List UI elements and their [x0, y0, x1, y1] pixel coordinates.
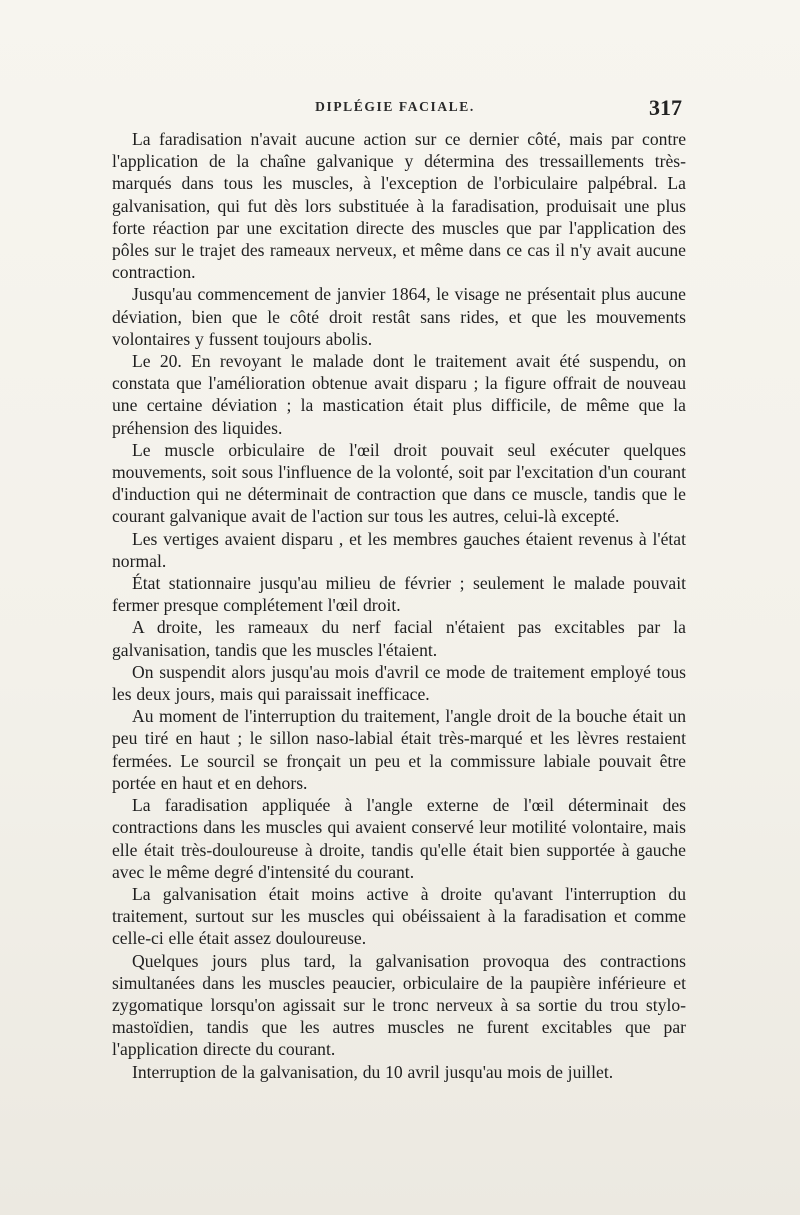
- paragraph: A droite, les rameaux du nerf facial n'étaient pas excitables par la galvanisation, tandis que les muscles l'étaient.: [112, 617, 686, 660]
- paragraph: Les vertiges avaient disparu , et les membres gauches étaient revenus à l'état normal.: [112, 528, 686, 571]
- paragraph: On suspendit alors jusqu'au mois d'avril ce mode de traitement employé tous les deux jours, mais qui paraissait inefficace.: [112, 661, 686, 705]
- paragraph: Jusqu'au commencement de janvier 1864, le visage ne présentait plus aucune déviation, bien que le côté droit restât sans rides, et que les mouvements volontaires y fussent toujours abolis.: [112, 284, 686, 349]
- paragraph: Interruption de la galvanisation, du 10 avril jusqu'au mois de juillet.: [132, 1061, 614, 1082]
- paragraph: La galvanisation était moins active à droite qu'avant l'interruption du traitement, surtout sur les muscles qui obéissaient à la faradisation et comme celle-ci elle était assez douloureuse.: [112, 883, 686, 949]
- paragraph: Au moment de l'interruption du traitement, l'angle droit de la bouche était un peu tiré en haut ; le sillon naso-labial était très-marqué et les lèvres restaient fermées. Le sourcil se fronçait un peu et la commissure labiale pouvait être portée en haut et en dehors.: [112, 706, 686, 793]
- paragraph: Le muscle orbiculaire de l'œil droit pouvait seul exécuter quelques mouvements, soit sous l'influence de la volonté, soit par l'excitation d'un courant d'induction qui ne déterminait de contraction que dans ce muscle, tandis que le courant galvanique avait de l'action sur tous les autres, celui-là excepté.: [112, 439, 686, 527]
- paragraph: Le 20. En revoyant le malade dont le traitement avait été suspendu, on constata que l'amélioration obtenue avait disparu ; la figure offrait de nouveau une certaine déviation ; la mastication était plus difficile, de même que la préhension des liquides.: [112, 351, 686, 438]
- body-text: [112, 128, 686, 1188]
- paragraph: Quelques jours plus tard, la galvanisation provoqua des contractions simultanées dans les muscles peaucier, orbiculaire de la paupière inférieure et zygomatique lorsqu'on agissait sur le tronc nerveux à sa sortie du trou stylo-mastoïdien, tandis que les autres muscles ne furent excitables que par l'application directe du courant.: [112, 950, 686, 1060]
- paragraph: État stationnaire jusqu'au milieu de février ; seulement le malade pouvait fermer presque complétement l'œil droit.: [112, 573, 686, 616]
- paragraph: La faradisation appliquée à l'angle externe de l'œil déterminait des contractions dans les muscles qui avaient conservé leur motilité volontaire, mais elle était très-douloureuse à droite, tandis qu'elle était bien supportée à gauche avec le même degré d'intensité du courant.: [112, 795, 686, 882]
- page-number: 317: [649, 95, 682, 120]
- running-head: [108, 95, 682, 123]
- running-title: DIPLÉGIE FACIALE.: [315, 99, 475, 114]
- paragraph: La faradisation n'avait aucune action sur ce dernier côté, mais par contre l'application de la chaîne galvanique y détermina des tressaillements très-marqués dans tous les muscles, à l'exception de l'orbiculaire palpébral. La galvanisation, qui fut dès lors substituée à la faradisation, produisait une plus forte réaction par une excitation directe des muscles que par l'application des pôles sur le trajet des rameaux nerveux, et même dans ce cas il n'y avait aucune contraction.: [112, 129, 686, 283]
